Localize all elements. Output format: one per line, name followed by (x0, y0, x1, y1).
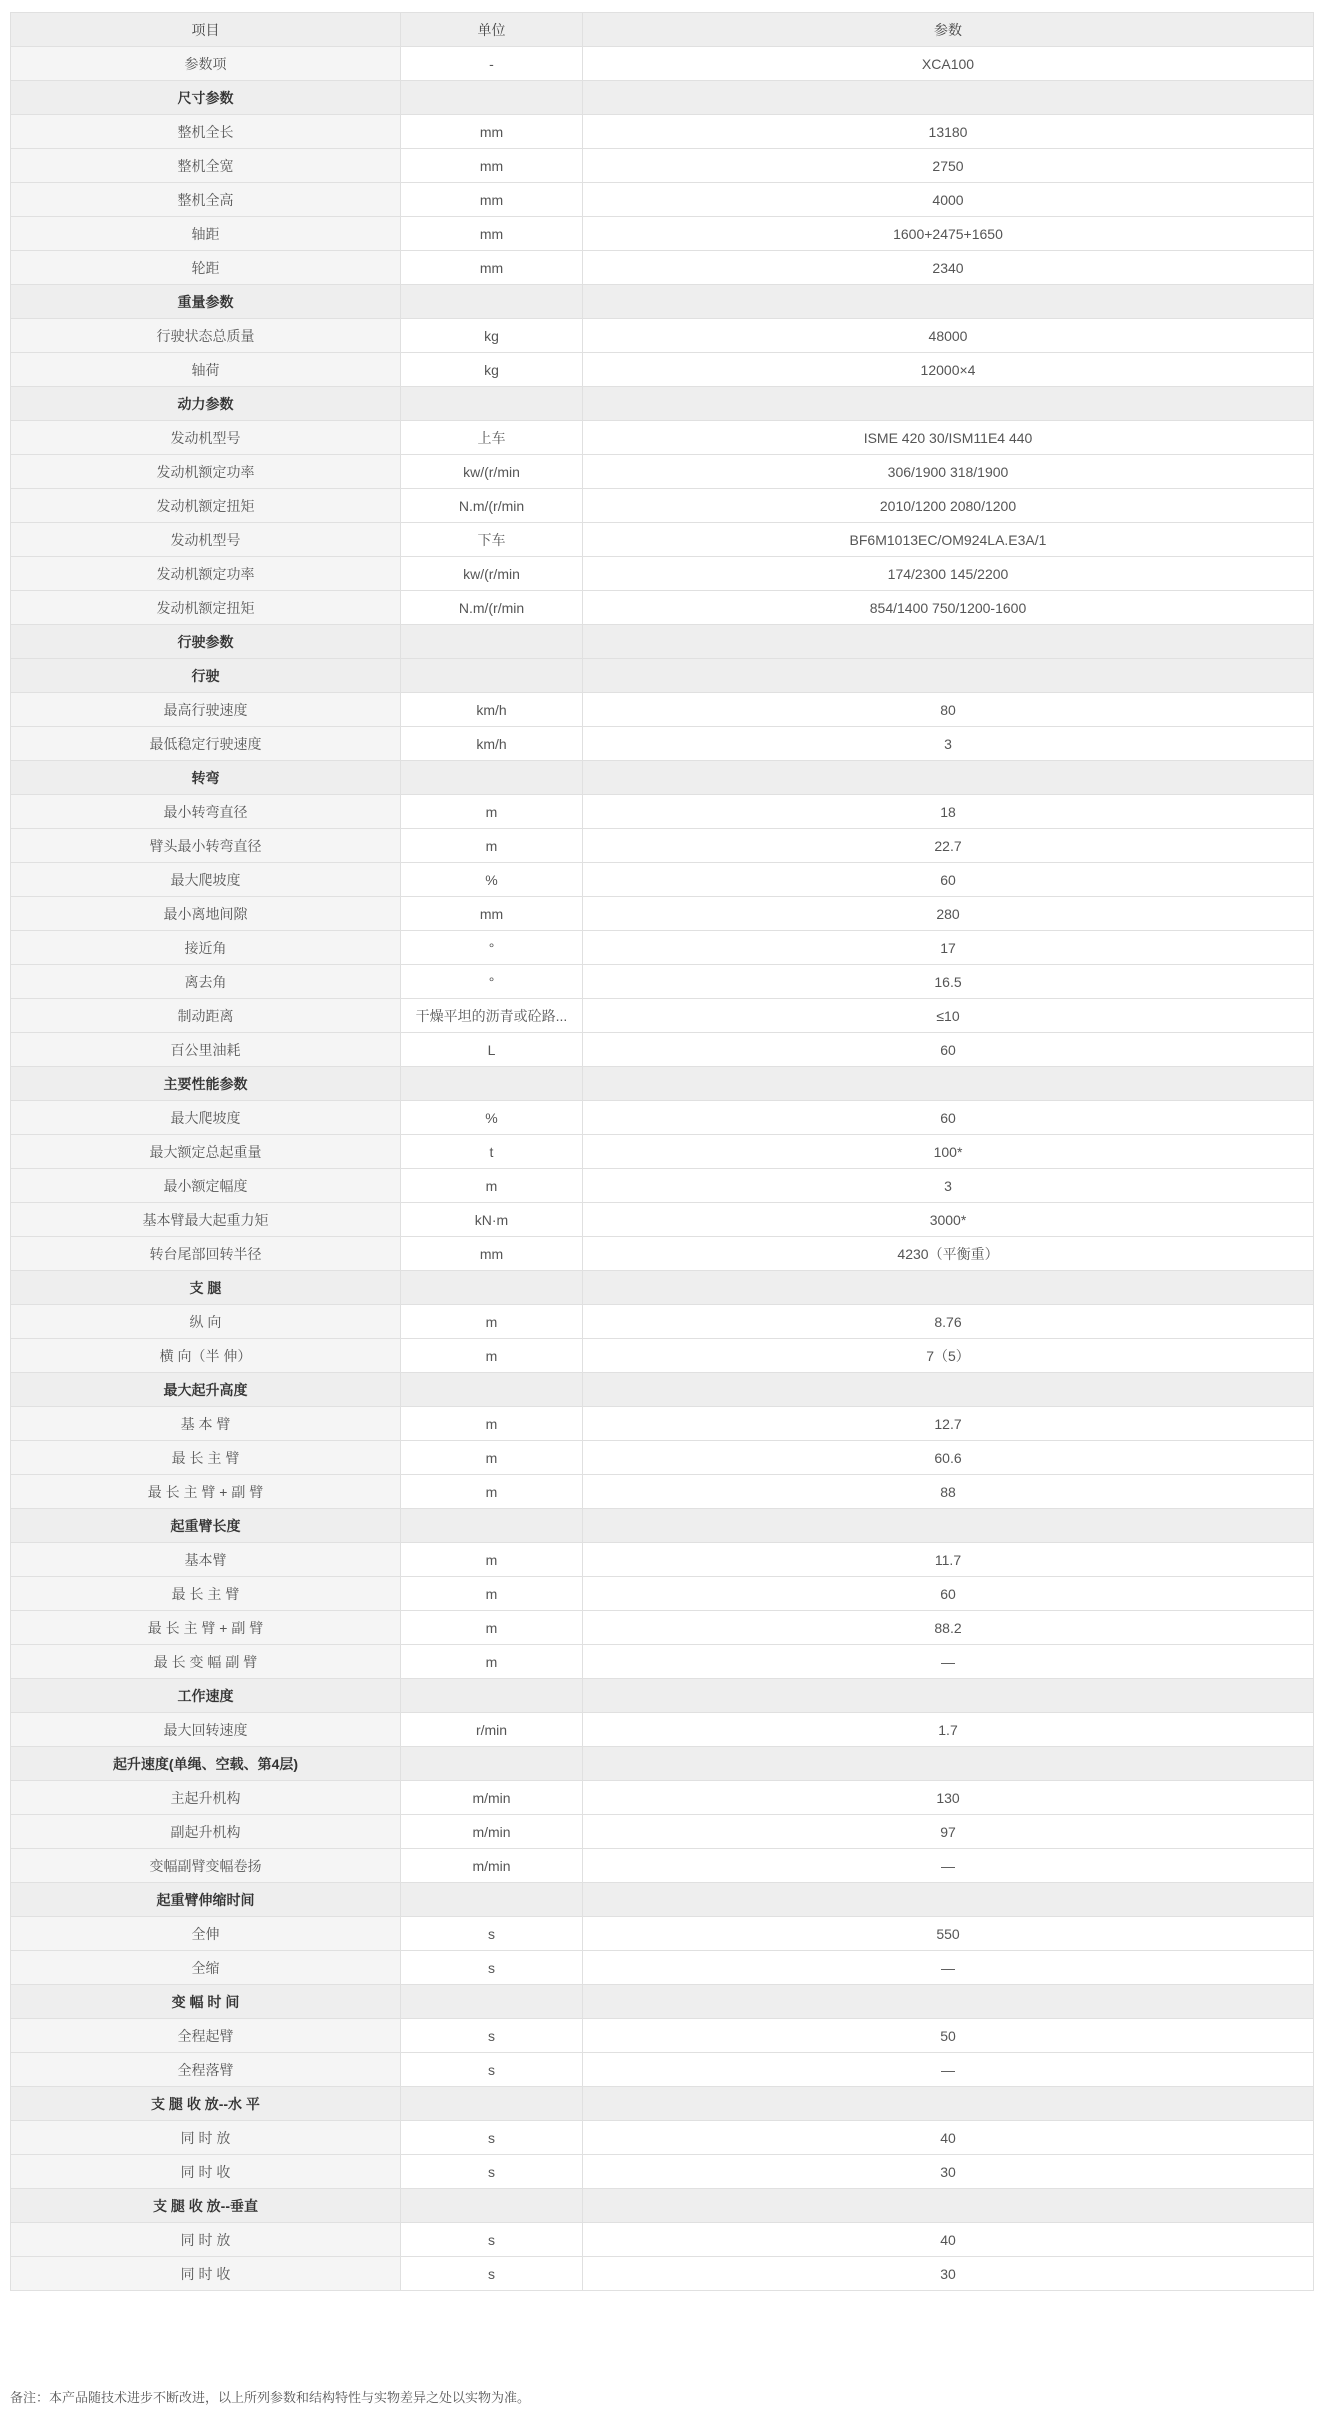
section-title: 尺寸参数 (11, 81, 401, 115)
cell-item: 百公里油耗 (11, 1033, 401, 1067)
cell-value: 2010/1200 2080/1200 (583, 489, 1314, 523)
cell-unit: m (401, 1543, 583, 1577)
cell-value (583, 659, 1314, 693)
cell-unit (401, 2087, 583, 2121)
section-title: 起重臂伸缩时间 (11, 1883, 401, 1917)
section-title: 工作速度 (11, 1679, 401, 1713)
cell-value: 130 (583, 1781, 1314, 1815)
cell-value: 3 (583, 1169, 1314, 1203)
cell-item: 发动机额定扭矩 (11, 489, 401, 523)
cell-item: 轴距 (11, 217, 401, 251)
cell-item: 最小离地间隙 (11, 897, 401, 931)
cell-value: 2750 (583, 149, 1314, 183)
cell-unit: m (401, 1339, 583, 1373)
cell-unit (401, 761, 583, 795)
table-row (11, 115, 1314, 149)
section-row (11, 1373, 1314, 1407)
cell-value: 4230（平衡重） (583, 1237, 1314, 1271)
cell-unit: r/min (401, 1713, 583, 1747)
cell-value: 550 (583, 1917, 1314, 1951)
cell-unit: mm (401, 897, 583, 931)
footnote: 备注：本产品随技术进步不断改进，以上所列参数和结构特性与实物差异之处以实物为准。 (10, 2390, 531, 2405)
cell-item: 全缩 (11, 1951, 401, 1985)
section-title: 支 腿 收 放--水 平 (11, 2087, 401, 2121)
cell-item: 发动机型号 (11, 421, 401, 455)
cell-unit: s (401, 2223, 583, 2257)
spec-table (10, 12, 1314, 2291)
section-row (11, 2087, 1314, 2121)
cell-value (583, 285, 1314, 319)
cell-item: 轮距 (11, 251, 401, 285)
cell-value (583, 1271, 1314, 1305)
table-row (11, 47, 1314, 81)
section-row (11, 625, 1314, 659)
cell-unit (401, 659, 583, 693)
cell-value: 306/1900 318/1900 (583, 455, 1314, 489)
cell-unit: mm (401, 115, 583, 149)
cell-item: 基 本 臂 (11, 1407, 401, 1441)
section-title: 动力参数 (11, 387, 401, 421)
cell-value: 60 (583, 1577, 1314, 1611)
table-row (11, 421, 1314, 455)
cell-item: 同 时 收 (11, 2257, 401, 2291)
cell-value: 16.5 (583, 965, 1314, 999)
cell-value: 12000×4 (583, 353, 1314, 387)
cell-item: 整机全长 (11, 115, 401, 149)
cell-item: 全程起臂 (11, 2019, 401, 2053)
cell-value (583, 625, 1314, 659)
cell-unit: km/h (401, 727, 583, 761)
cell-value: 1600+2475+1650 (583, 217, 1314, 251)
cell-item: 同 时 收 (11, 2155, 401, 2189)
cell-unit (401, 1271, 583, 1305)
cell-unit: - (401, 47, 583, 81)
cell-unit: % (401, 863, 583, 897)
table-row (11, 319, 1314, 353)
cell-value: 88 (583, 1475, 1314, 1509)
cell-item: 行驶状态总质量 (11, 319, 401, 353)
cell-value: 30 (583, 2257, 1314, 2291)
table-row (11, 1781, 1314, 1815)
table-row (11, 217, 1314, 251)
cell-item: 最 长 主 臂 + 副 臂 (11, 1475, 401, 1509)
table-row (11, 1543, 1314, 1577)
cell-unit: kg (401, 319, 583, 353)
table-header-row (11, 13, 1314, 47)
cell-item: 最大爬坡度 (11, 1101, 401, 1135)
cell-item: 同 时 放 (11, 2223, 401, 2257)
table-body (11, 47, 1314, 2291)
cell-value: 48000 (583, 319, 1314, 353)
cell-item: 主起升机构 (11, 1781, 401, 1815)
table-row (11, 1917, 1314, 1951)
cell-item: 发动机额定功率 (11, 557, 401, 591)
cell-item: 全程落臂 (11, 2053, 401, 2087)
section-row (11, 2189, 1314, 2223)
table-row (11, 1441, 1314, 1475)
table-row (11, 489, 1314, 523)
cell-unit: 上车 (401, 421, 583, 455)
cell-value: — (583, 2053, 1314, 2087)
cell-unit: kw/(r/min (401, 557, 583, 591)
cell-item: 最低稳定行驶速度 (11, 727, 401, 761)
cell-value: 11.7 (583, 1543, 1314, 1577)
table-row (11, 1339, 1314, 1373)
cell-value (583, 1067, 1314, 1101)
cell-item: 转台尾部回转半径 (11, 1237, 401, 1271)
table-row (11, 1101, 1314, 1135)
cell-value: 60 (583, 1101, 1314, 1135)
section-title: 支 腿 收 放--垂直 (11, 2189, 401, 2223)
cell-unit: N.m/(r/min (401, 591, 583, 625)
cell-unit: mm (401, 251, 583, 285)
cell-unit: s (401, 2155, 583, 2189)
section-title: 最大起升高度 (11, 1373, 401, 1407)
cell-value: 22.7 (583, 829, 1314, 863)
cell-item: 接近角 (11, 931, 401, 965)
cell-unit: m/min (401, 1849, 583, 1883)
table-row (11, 1033, 1314, 1067)
cell-unit: s (401, 2053, 583, 2087)
cell-value: 7（5） (583, 1339, 1314, 1373)
section-row (11, 81, 1314, 115)
cell-value: 40 (583, 2121, 1314, 2155)
section-row (11, 1271, 1314, 1305)
section-title: 起升速度(单绳、空载、第4层) (11, 1747, 401, 1781)
section-row (11, 1747, 1314, 1781)
section-title: 重量参数 (11, 285, 401, 319)
cell-unit: m (401, 1441, 583, 1475)
cell-unit: m (401, 1305, 583, 1339)
section-title: 转弯 (11, 761, 401, 795)
cell-value: — (583, 1849, 1314, 1883)
cell-unit (401, 387, 583, 421)
table-row (11, 2053, 1314, 2087)
cell-unit: 下车 (401, 523, 583, 557)
table-row (11, 897, 1314, 931)
cell-unit: m (401, 1611, 583, 1645)
cell-unit: m (401, 1645, 583, 1679)
cell-item: 臂头最小转弯直径 (11, 829, 401, 863)
table-row (11, 693, 1314, 727)
table-row (11, 1815, 1314, 1849)
cell-unit: 干燥平坦的沥青或砼路... (401, 999, 583, 1033)
cell-unit (401, 285, 583, 319)
cell-value (583, 1747, 1314, 1781)
cell-unit (401, 625, 583, 659)
cell-value: 4000 (583, 183, 1314, 217)
cell-unit: ° (401, 965, 583, 999)
cell-unit: % (401, 1101, 583, 1135)
section-row (11, 1067, 1314, 1101)
section-row (11, 285, 1314, 319)
cell-value (583, 1985, 1314, 2019)
cell-value: BF6M1013EC/OM924LA.E3A/1 (583, 523, 1314, 557)
cell-value: — (583, 1645, 1314, 1679)
section-title: 主要性能参数 (11, 1067, 401, 1101)
table-row (11, 2223, 1314, 2257)
cell-item: 最 长 变 幅 副 臂 (11, 1645, 401, 1679)
cell-value: 88.2 (583, 1611, 1314, 1645)
table-row (11, 829, 1314, 863)
table-row (11, 727, 1314, 761)
cell-item: 最 长 主 臂 (11, 1441, 401, 1475)
cell-item: 最 长 主 臂 (11, 1577, 401, 1611)
section-row (11, 1985, 1314, 2019)
section-row (11, 1509, 1314, 1543)
cell-value: 280 (583, 897, 1314, 931)
cell-item: 发动机额定扭矩 (11, 591, 401, 625)
cell-unit: L (401, 1033, 583, 1067)
cell-item: 整机全宽 (11, 149, 401, 183)
cell-unit: N.m/(r/min (401, 489, 583, 523)
table-row (11, 1951, 1314, 1985)
cell-value: 174/2300 145/2200 (583, 557, 1314, 591)
cell-item: 基本臂最大起重力矩 (11, 1203, 401, 1237)
cell-item: 参数项 (11, 47, 401, 81)
cell-item: 最大爬坡度 (11, 863, 401, 897)
cell-value: 97 (583, 1815, 1314, 1849)
cell-value: 3000* (583, 1203, 1314, 1237)
table-row (11, 999, 1314, 1033)
table-row (11, 183, 1314, 217)
cell-value: 60.6 (583, 1441, 1314, 1475)
cell-value: 1.7 (583, 1713, 1314, 1747)
section-row (11, 1679, 1314, 1713)
cell-unit: t (401, 1135, 583, 1169)
section-row (11, 387, 1314, 421)
cell-item: 轴荷 (11, 353, 401, 387)
cell-item: 最小额定幅度 (11, 1169, 401, 1203)
section-row (11, 659, 1314, 693)
cell-unit (401, 1747, 583, 1781)
table-row (11, 1577, 1314, 1611)
cell-item: 纵 向 (11, 1305, 401, 1339)
cell-item: 最大回转速度 (11, 1713, 401, 1747)
cell-unit: m (401, 829, 583, 863)
cell-value (583, 1679, 1314, 1713)
table-row (11, 1645, 1314, 1679)
cell-unit (401, 1985, 583, 2019)
cell-item: 副起升机构 (11, 1815, 401, 1849)
cell-unit: s (401, 2019, 583, 2053)
cell-unit: m/min (401, 1815, 583, 1849)
cell-unit: kN·m (401, 1203, 583, 1237)
cell-value (583, 1509, 1314, 1543)
cell-value: 50 (583, 2019, 1314, 2053)
table-row (11, 523, 1314, 557)
cell-value: — (583, 1951, 1314, 1985)
cell-value: 60 (583, 863, 1314, 897)
cell-unit: m/min (401, 1781, 583, 1815)
table-row (11, 455, 1314, 489)
cell-unit: kg (401, 353, 583, 387)
cell-unit (401, 1883, 583, 1917)
cell-item: 发动机型号 (11, 523, 401, 557)
cell-unit: mm (401, 1237, 583, 1271)
cell-value: 100* (583, 1135, 1314, 1169)
cell-unit: m (401, 795, 583, 829)
header-unit: 单位 (401, 13, 583, 47)
table-row (11, 1135, 1314, 1169)
table-row (11, 1475, 1314, 1509)
cell-item: 整机全高 (11, 183, 401, 217)
table-row (11, 251, 1314, 285)
table-row (11, 1611, 1314, 1645)
cell-unit (401, 1679, 583, 1713)
cell-item: 最小转弯直径 (11, 795, 401, 829)
cell-unit: m (401, 1407, 583, 1441)
table-row (11, 1203, 1314, 1237)
cell-value (583, 761, 1314, 795)
table-row (11, 965, 1314, 999)
table-row (11, 1407, 1314, 1441)
cell-unit: s (401, 1917, 583, 1951)
cell-value (583, 2189, 1314, 2223)
cell-unit: mm (401, 217, 583, 251)
header-value: 参数 (583, 13, 1314, 47)
cell-unit (401, 2189, 583, 2223)
table-row (11, 353, 1314, 387)
cell-item: 最高行驶速度 (11, 693, 401, 727)
section-title: 行驶 (11, 659, 401, 693)
cell-value: 18 (583, 795, 1314, 829)
cell-value: 2340 (583, 251, 1314, 285)
cell-unit: m (401, 1169, 583, 1203)
cell-item: 同 时 放 (11, 2121, 401, 2155)
table-row (11, 591, 1314, 625)
cell-value (583, 387, 1314, 421)
section-title: 行驶参数 (11, 625, 401, 659)
cell-unit: ° (401, 931, 583, 965)
cell-value (583, 1883, 1314, 1917)
cell-value: ISME 420 30/ISM11E4 440 (583, 421, 1314, 455)
table-row (11, 1713, 1314, 1747)
cell-item: 全伸 (11, 1917, 401, 1951)
cell-value: 17 (583, 931, 1314, 965)
table-row (11, 2019, 1314, 2053)
table-row (11, 149, 1314, 183)
cell-item: 最大额定总起重量 (11, 1135, 401, 1169)
table-row (11, 1169, 1314, 1203)
table-row (11, 1849, 1314, 1883)
cell-value (583, 81, 1314, 115)
cell-value: 80 (583, 693, 1314, 727)
cell-unit (401, 1509, 583, 1543)
table-row (11, 2257, 1314, 2291)
cell-unit: mm (401, 183, 583, 217)
table-row (11, 557, 1314, 591)
table-row (11, 2155, 1314, 2189)
cell-value: 40 (583, 2223, 1314, 2257)
cell-unit: kw/(r/min (401, 455, 583, 489)
cell-unit (401, 1373, 583, 1407)
cell-value: 854/1400 750/1200-1600 (583, 591, 1314, 625)
cell-item: 制动距离 (11, 999, 401, 1033)
cell-item: 最 长 主 臂 + 副 臂 (11, 1611, 401, 1645)
cell-value: XCA100 (583, 47, 1314, 81)
cell-item: 发动机额定功率 (11, 455, 401, 489)
section-title: 起重臂长度 (11, 1509, 401, 1543)
cell-unit (401, 81, 583, 115)
section-row (11, 761, 1314, 795)
section-title: 变 幅 时 间 (11, 1985, 401, 2019)
cell-unit: m (401, 1577, 583, 1611)
cell-value: 3 (583, 727, 1314, 761)
cell-value: 12.7 (583, 1407, 1314, 1441)
cell-value (583, 2087, 1314, 2121)
cell-unit (401, 1067, 583, 1101)
cell-item: 离去角 (11, 965, 401, 999)
cell-value: 60 (583, 1033, 1314, 1067)
cell-item: 变幅副臂变幅卷扬 (11, 1849, 401, 1883)
cell-item: 横 向（半 伸） (11, 1339, 401, 1373)
section-title: 支 腿 (11, 1271, 401, 1305)
cell-value (583, 1373, 1314, 1407)
section-row (11, 1883, 1314, 1917)
table-row (11, 1237, 1314, 1271)
cell-value: 13180 (583, 115, 1314, 149)
cell-unit: mm (401, 149, 583, 183)
cell-unit: km/h (401, 693, 583, 727)
cell-value: 8.76 (583, 1305, 1314, 1339)
cell-unit: s (401, 2257, 583, 2291)
table-row (11, 1305, 1314, 1339)
cell-unit: s (401, 1951, 583, 1985)
cell-unit: s (401, 2121, 583, 2155)
cell-value: ≤10 (583, 999, 1314, 1033)
cell-value: 30 (583, 2155, 1314, 2189)
header-item: 项目 (11, 13, 401, 47)
table-row (11, 795, 1314, 829)
table-row (11, 2121, 1314, 2155)
cell-unit: m (401, 1475, 583, 1509)
table-row (11, 931, 1314, 965)
cell-item: 基本臂 (11, 1543, 401, 1577)
table-row (11, 863, 1314, 897)
